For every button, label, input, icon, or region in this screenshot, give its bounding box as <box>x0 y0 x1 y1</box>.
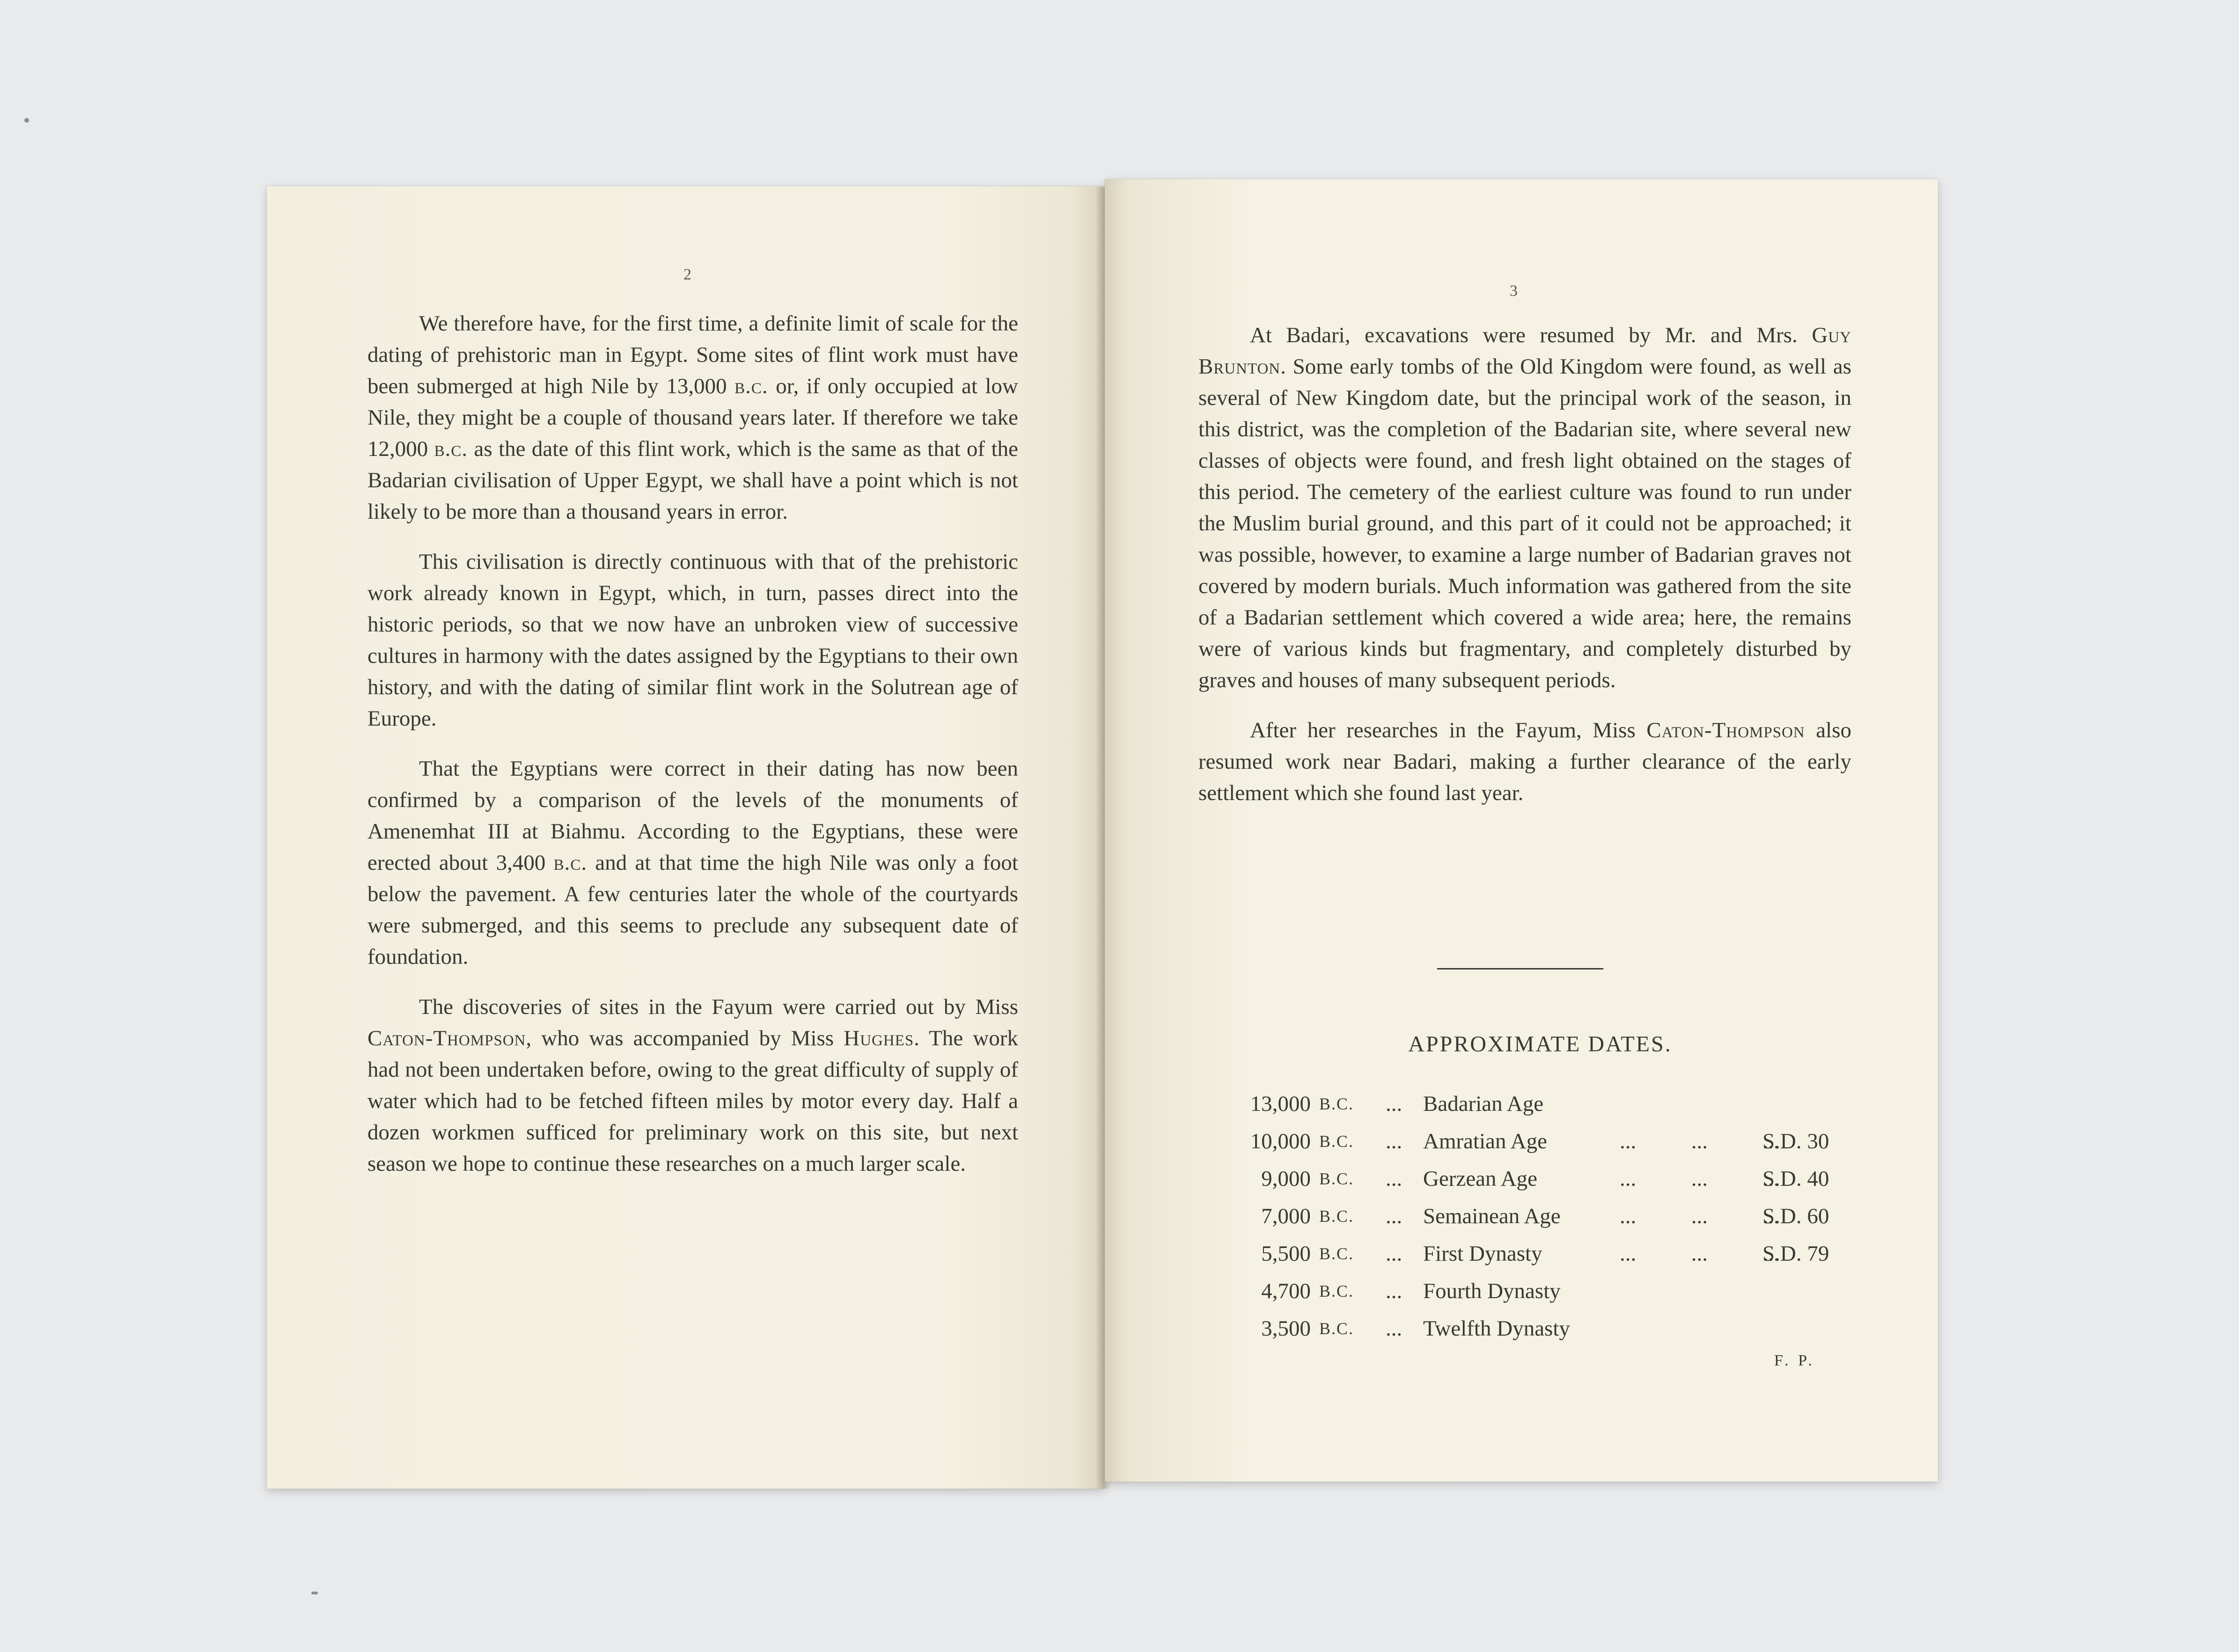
left-paragraph-3: That the Egyptians were correct in their dating has now been confirmed by a comparison of the levels of the monuments of Amenemhat III at Biahmu. According to the Egyptians, these were erected about 3,400 b.c. and at that time the high Nile was only a foot below the pavement. A few centuries later the whole of the courtyards were submerged, and this seems to preclude any subsequent date of foundation. <box>367 756 1018 969</box>
date-leader-dots: ... ... ... <box>1620 1167 1779 1191</box>
date-era: B.C. <box>1319 1319 1354 1338</box>
date-separator: ... <box>1386 1167 1402 1191</box>
dates-row <box>1198 1123 1854 1160</box>
date-sequence-date: S.D. 79 <box>1762 1241 1829 1266</box>
date-year: 5,500 <box>1261 1241 1311 1266</box>
dates-row <box>1198 1272 1854 1310</box>
date-separator: ... <box>1386 1092 1402 1116</box>
dates-row <box>1198 1310 1854 1347</box>
right-paragraph-1: At Badari, excavations were resumed by Mr. and Mrs. Guy Brunton. Some early tombs of the Old Kingdom were found, as well as several of New Kingdom date, but the principal work of the season, in this district, was the completion of the Badarian site, where several new classes of objects were found, and fresh light obtained on the stages of this period. The cemetery of the earliest culture was found to run under the Muslim burial ground, and this part of it could not be approached; it was possible, however, to examine a large number of Badarian graves not covered by modern burials. Much information was gathered from the site of a Badarian settlement which covered a wide area; here, the remains were of various kinds but fragmentary, and completely disturbed by graves and houses of many subsequent periods. <box>1198 323 1851 692</box>
right-paragraph-2: After her researches in the Fayum, Miss Caton-Thompson also resumed work near Badari, making a further clearance of the early settlement which she found last year. <box>1198 718 1851 805</box>
right-page-text <box>1198 320 1851 828</box>
date-year: 7,000 <box>1261 1204 1311 1228</box>
date-separator: ... <box>1386 1241 1402 1266</box>
date-year: 13,000 <box>1250 1092 1311 1116</box>
left-paragraph-4: The discoveries of sites in the Fayum were carried out by Miss Caton-Thompson, who was accompanied by Miss Hughes. The work had not been undertaken before, owing to the great difficulty of supply of water which had to be fetched fifteen miles by motor every day. Half a dozen workmen sufficed for preliminary work on this site, but next season we hope to continue these researches on a much larger scale. <box>367 995 1018 1176</box>
date-separator: ... <box>1386 1316 1402 1341</box>
date-era: B.C. <box>1319 1282 1354 1300</box>
dates-heading: APPROXIMATE DATES. <box>1408 1032 1672 1057</box>
left-paragraph-1: We therefore have, for the first time, a definite limit of scale for the dating of prehistoric man in Egypt. Some sites of flint work must have been submerged at high Nile by 13,000 b.c. or, if only occupied at low Nile, they might be a couple of thousand years later. If therefore we take 12,000 b.c. as the date of this flint work, which is the same as that of the Badarian civilisation of Upper Egypt, we shall have a point which is not likely to be more than a thousand years in error. <box>367 311 1018 524</box>
date-separator: ... <box>1386 1279 1402 1303</box>
date-sequence-date: S.D. 60 <box>1762 1204 1829 1228</box>
date-period-name: Fourth Dynasty <box>1423 1279 1561 1303</box>
left-paragraph-2: This civilisation is directly continuous with that of the prehistoric work already known in Egypt, which, in turn, passes direct into the historic periods, so that we now have an unbroken view of successive cultures in harmony with the dates assigned by the Egyptians to their own history, and with the dating of similar flint work in the Solutrean age of Europe. <box>367 550 1018 731</box>
date-separator: ... <box>1386 1129 1402 1153</box>
date-leader-dots: ... ... ... <box>1620 1241 1779 1266</box>
page-number-left: 2 <box>683 266 691 283</box>
backdrop-speck-top <box>24 118 29 123</box>
left-page <box>267 186 1105 1489</box>
dates-row <box>1198 1235 1854 1272</box>
date-era: B.C. <box>1319 1094 1354 1113</box>
date-era: B.C. <box>1319 1169 1354 1188</box>
backdrop-speck-bottom <box>311 1592 318 1594</box>
page-number-right: 3 <box>1510 282 1518 300</box>
date-leader-dots: ... ... ... <box>1620 1204 1779 1228</box>
date-period-name: Badarian Age <box>1423 1092 1544 1116</box>
date-period-name: Amratian Age <box>1423 1129 1547 1153</box>
date-leader-dots: ... ... ... <box>1620 1129 1779 1153</box>
right-page <box>1105 179 1938 1482</box>
date-year: 9,000 <box>1261 1167 1311 1191</box>
section-divider <box>1437 968 1603 969</box>
date-era: B.C. <box>1319 1244 1354 1263</box>
dates-row <box>1198 1085 1854 1123</box>
date-year: 3,500 <box>1261 1316 1311 1341</box>
author-initials: F. P. <box>1774 1352 1815 1369</box>
date-period-name: Gerzean Age <box>1423 1167 1537 1191</box>
date-sequence-date: S.D. 40 <box>1762 1167 1829 1191</box>
date-era: B.C. <box>1319 1132 1354 1151</box>
left-page-text <box>367 308 1018 1198</box>
date-sequence-date: S.D. 30 <box>1762 1129 1829 1153</box>
dates-row <box>1198 1197 1854 1235</box>
date-era: B.C. <box>1319 1207 1354 1226</box>
date-year: 4,700 <box>1261 1279 1311 1303</box>
date-separator: ... <box>1386 1204 1402 1228</box>
date-period-name: Semainean Age <box>1423 1204 1561 1228</box>
date-period-name: First Dynasty <box>1423 1241 1542 1266</box>
date-year: 10,000 <box>1250 1129 1311 1153</box>
date-period-name: Twelfth Dynasty <box>1423 1316 1570 1341</box>
dates-row <box>1198 1160 1854 1197</box>
